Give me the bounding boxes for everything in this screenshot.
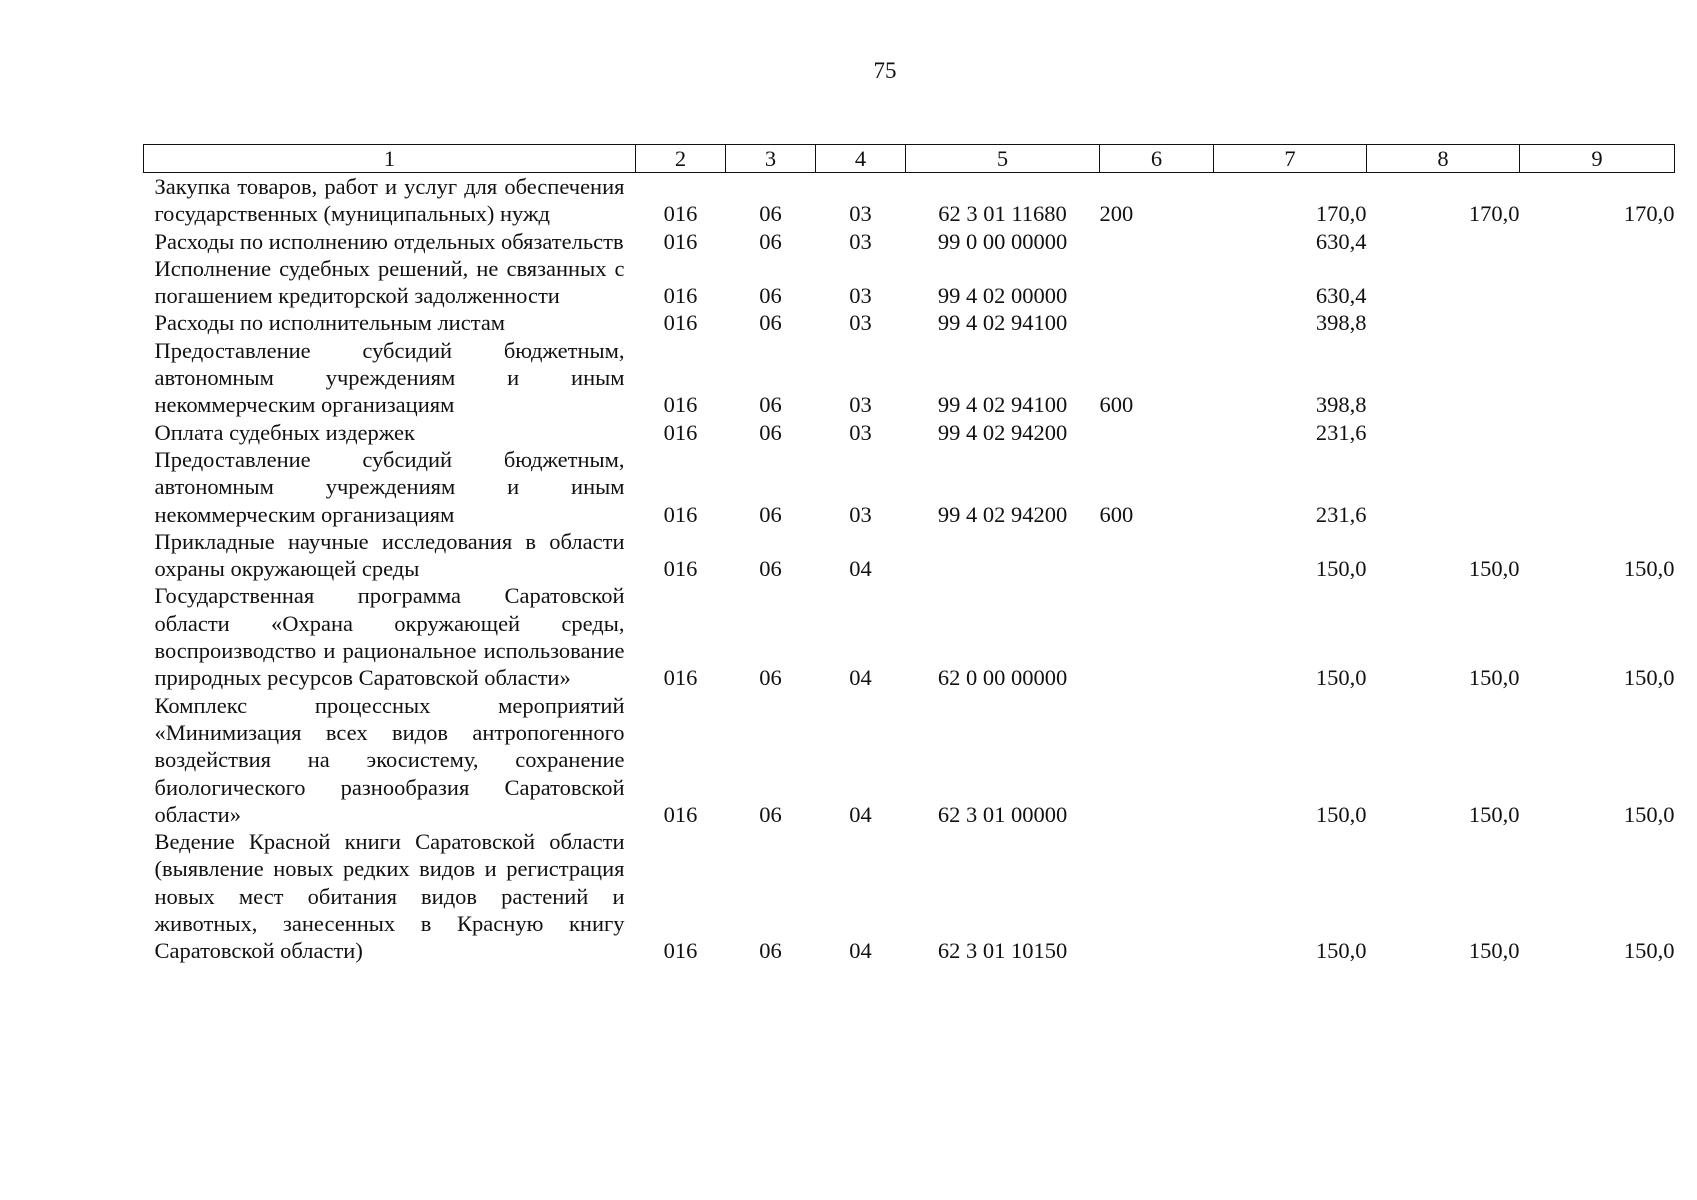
table-row [144,255,1675,310]
row-name-cell: Комплекс процессных мероприятий «Минимизация всех видов антропогенного воздействия на экосистему, сохранение биологического разнообразия Саратовской области» [154,692,625,827]
budget-table [143,144,1675,965]
target-article-cell: 99 0 00 00000 [937,228,1068,254]
header-col-2: 2 [636,145,726,173]
amount-year-3-cell: 170,0 [1623,201,1675,227]
amount-year-3-cell [1520,309,1675,336]
amount-year-3-cell [1520,419,1675,446]
target-article-cell: 99 4 02 00000 [937,283,1068,309]
amount-year-2-cell [1367,446,1520,528]
chapter-code-cell: 016 [663,419,698,445]
header-col-6: 6 [1100,145,1214,173]
expense-type-cell: 600 [1099,392,1134,418]
section-cell: 06 [759,801,782,827]
table-row [144,228,1675,255]
amount-year-2-cell: 170,0 [1468,201,1520,227]
section-cell: 06 [759,501,782,527]
subsection-cell: 03 [849,501,872,527]
expense-type-cell [1100,582,1214,691]
subsection-cell: 04 [849,556,872,582]
subsection-cell: 03 [849,201,872,227]
row-name-cell: Прикладные научные исследования в области охраны окружающей среды [154,528,625,582]
amount-year-3-cell [1520,228,1675,255]
amount-year-2-cell [1367,228,1520,255]
amount-year-3-cell: 150,0 [1623,938,1675,964]
header-col-1: 1 [144,145,636,173]
row-name-cell: Ведение Красной книги Саратовской области (выявление новых редких видов и регистрация новых мест обитания видов растений и животных, занесенных в Красную книгу Саратовской области) [154,829,625,964]
target-article-cell: 62 3 01 00000 [937,801,1068,827]
section-cell: 06 [759,392,782,418]
amount-year-3-cell [1520,446,1675,528]
section-cell: 06 [759,310,782,336]
amount-year-1-cell: 150,0 [1315,801,1367,827]
table-row [144,337,1675,419]
table-row [144,528,1675,583]
chapter-code-cell: 016 [663,665,698,691]
amount-year-1-cell: 398,8 [1315,310,1367,336]
amount-year-2-cell: 150,0 [1468,801,1520,827]
subsection-cell: 03 [849,228,872,254]
expense-type-cell [1100,228,1214,255]
section-cell: 06 [759,556,782,582]
target-article-cell: 62 0 00 00000 [937,665,1068,691]
amount-year-3-cell: 150,0 [1623,801,1675,827]
amount-year-1-cell: 150,0 [1315,665,1367,691]
table-row [144,446,1675,528]
amount-year-2-cell: 150,0 [1468,938,1520,964]
target-article-cell: 99 4 02 94200 [937,501,1068,527]
chapter-code-cell: 016 [663,392,698,418]
section-cell: 06 [759,938,782,964]
section-cell: 06 [759,228,782,254]
subsection-cell: 04 [849,801,872,827]
subsection-cell: 04 [849,938,872,964]
amount-year-2-cell: 150,0 [1468,556,1520,582]
header-col-8: 8 [1367,145,1520,173]
row-name-cell: Предоставление субсидий бюджетным, автономным учреждениям и иным некоммерческим организациям [154,337,625,418]
table-body [144,173,1675,965]
row-name-cell: Закупка товаров, работ и услуг для обеспечения государственных (муниципальных) нужд [154,174,625,227]
subsection-cell: 03 [849,283,872,309]
expense-type-cell: 200 [1099,201,1134,227]
chapter-code-cell: 016 [663,938,698,964]
target-article-cell: 99 4 02 94100 [937,310,1068,336]
chapter-code-cell: 016 [663,556,698,582]
chapter-code-cell: 016 [663,228,698,254]
amount-year-2-cell [1367,337,1520,419]
chapter-code-cell: 016 [663,801,698,827]
amount-year-3-cell [1520,337,1675,419]
expense-type-cell [1100,528,1214,583]
amount-year-1-cell: 630,4 [1315,283,1367,309]
expense-type-cell [1100,309,1214,336]
row-name-cell: Оплата судебных издержек [154,419,415,445]
section-cell: 06 [759,201,782,227]
table-row [144,309,1675,336]
amount-year-2-cell: 150,0 [1468,665,1520,691]
target-article-cell: 62 3 01 11680 [938,201,1067,227]
amount-year-3-cell: 150,0 [1623,556,1675,582]
expense-type-cell [1100,419,1214,446]
amount-year-2-cell [1367,309,1520,336]
chapter-code-cell: 016 [663,283,698,309]
header-col-7: 7 [1214,145,1367,173]
amount-year-1-cell: 231,6 [1315,419,1367,445]
section-cell: 06 [759,419,782,445]
amount-year-1-cell: 398,8 [1315,392,1367,418]
row-name-cell: Исполнение судебных решений, не связанных с погашением кредиторской задолженности [154,255,625,309]
row-name-cell: Расходы по исполнению отдельных обязательств [154,228,624,254]
expense-type-cell [1100,255,1214,310]
subsection-cell: 04 [849,665,872,691]
section-cell: 06 [759,283,782,309]
subsection-cell: 03 [849,419,872,445]
header-col-4: 4 [816,145,906,173]
row-name-cell: Расходы по исполнительным листам [154,310,506,336]
expense-type-cell: 600 [1099,501,1134,527]
expense-type-cell [1100,828,1214,964]
amount-year-3-cell: 150,0 [1623,665,1675,691]
target-article-cell [906,528,1100,583]
table-row [144,582,1675,691]
header-col-9: 9 [1520,145,1675,173]
row-name-cell: Государственная программа Саратовской области «Охрана окружающей среды, воспроизводство и рациональное использование природных ресурсов Саратовской области» [154,583,625,691]
table-row [144,828,1675,964]
amount-year-2-cell [1367,419,1520,446]
header-col-5: 5 [906,145,1100,173]
expense-type-cell [1100,692,1214,828]
amount-year-1-cell: 150,0 [1315,938,1367,964]
target-article-cell: 99 4 02 94100 [937,392,1068,418]
section-cell: 06 [759,665,782,691]
subsection-cell: 03 [849,392,872,418]
amount-year-1-cell: 231,6 [1315,501,1367,527]
row-name-cell: Предоставление субсидий бюджетным, автономным учреждениям и иным некоммерческим организациям [154,446,625,527]
table-row [144,692,1675,828]
page-number: 75 [873,58,897,83]
amount-year-1-cell: 630,4 [1315,228,1367,254]
chapter-code-cell: 016 [663,501,698,527]
table-row [144,173,1675,228]
target-article-cell: 62 3 01 10150 [937,938,1068,964]
amount-year-1-cell: 150,0 [1315,556,1367,582]
chapter-code-cell: 016 [663,201,698,227]
table-header-row [144,145,1675,173]
chapter-code-cell: 016 [663,310,698,336]
amount-year-2-cell [1367,255,1520,310]
amount-year-3-cell [1520,255,1675,310]
target-article-cell: 99 4 02 94200 [937,419,1068,445]
subsection-cell: 03 [849,310,872,336]
table-row [144,419,1675,446]
header-col-3: 3 [726,145,816,173]
amount-year-1-cell: 170,0 [1315,201,1367,227]
